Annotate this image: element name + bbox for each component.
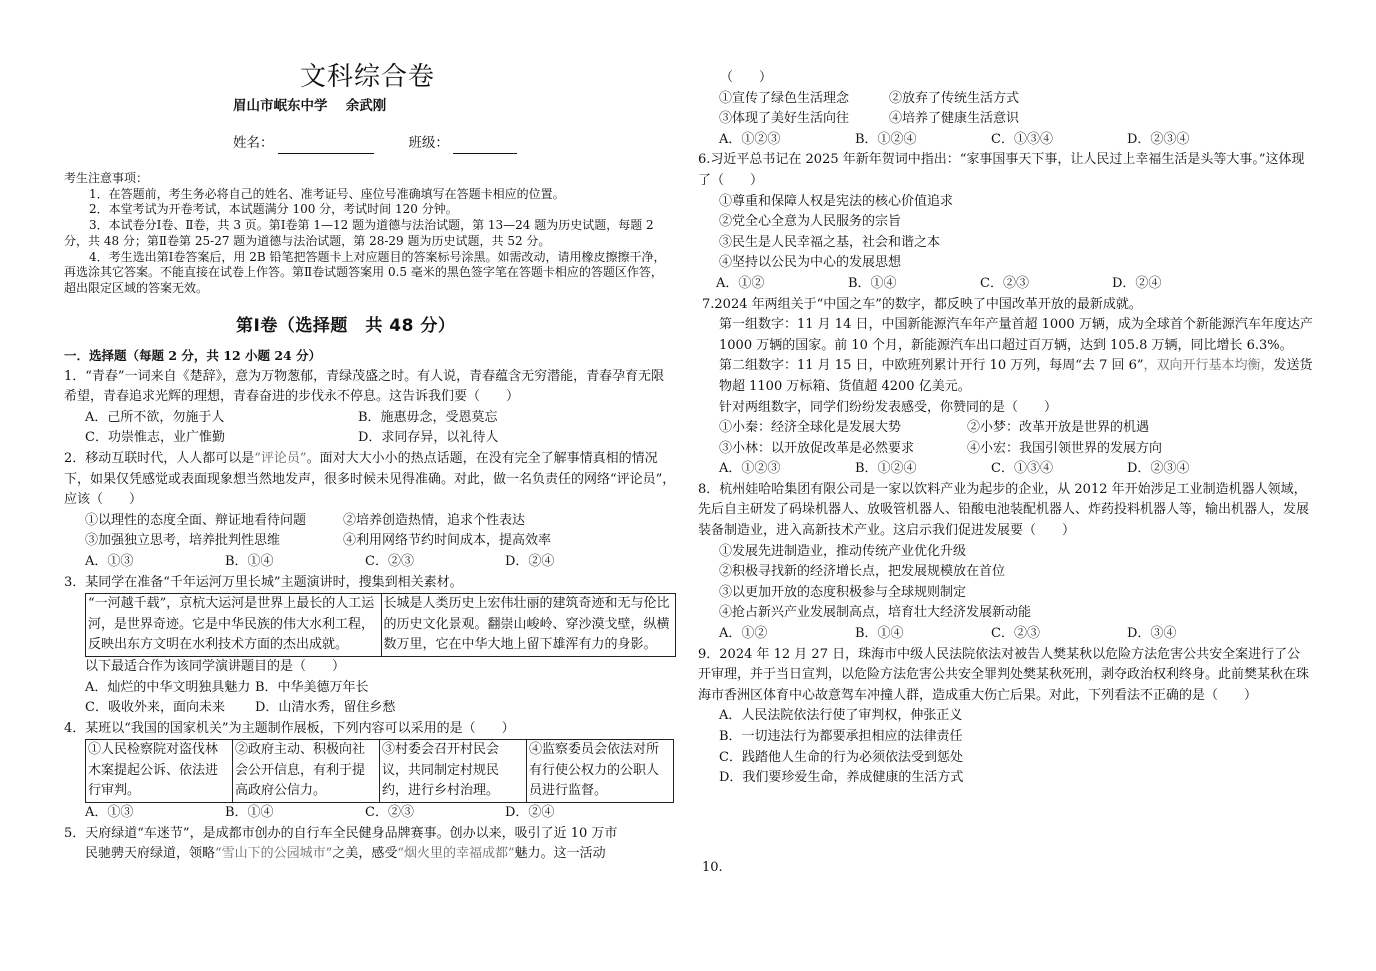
q6-statement-2: ②党全心全意为人民服务的宗旨 bbox=[719, 214, 902, 230]
q1-option-c[interactable]: C．功崇惟志，业广惟勤 bbox=[85, 430, 225, 446]
page-title: 文科综合卷 bbox=[300, 62, 436, 92]
q2-statement-3: ③加强独立思考，培养批判性思维 bbox=[85, 533, 281, 549]
q5-statement-4: ④培养了健康生活意识 bbox=[889, 111, 1020, 127]
right-column bbox=[698, 68, 1313, 789]
q2-option-c[interactable]: C．②③ bbox=[365, 553, 414, 569]
q3-question: 以下最适合作为该同学演讲题目的是（ ） bbox=[85, 658, 346, 674]
q4-card-3: ③村委会召开村民会议，共同制定村规民约，进行乡村治理。 bbox=[380, 740, 527, 803]
q5-statement-3: ③体现了美好生活向往 bbox=[719, 111, 850, 127]
q4-option-a[interactable]: A．①③ bbox=[85, 805, 134, 821]
q6-option-d[interactable]: D．②④ bbox=[1112, 275, 1162, 291]
q6-option-c[interactable]: C．②③ bbox=[980, 275, 1029, 291]
q5-line-2: 民驰骋天府绿道，领略“雪山下的公园城市”之美，感受“烟火里的幸福成都”魅力。这一活动 bbox=[85, 846, 606, 862]
q10-number: 10. bbox=[702, 860, 723, 875]
q1-stem: 1．“青春”一词来自《楚辞》，意为万物葱郁，青绿茂盛之时。有人说，青春蕴含无穷潜能，青春孕育无限希望，青春追求光辉的理想，青春奋进的步伐永不停息。这告诉我们要（ ） bbox=[64, 368, 665, 405]
q8-statement-3: ③以更加开放的态度积极参与全球规则制定 bbox=[719, 584, 967, 600]
q7-statement-3: ③小林：以开放促改革是必然要求 bbox=[719, 440, 915, 456]
q4-option-c[interactable]: C．②③ bbox=[365, 805, 414, 821]
q7-group-1: 第一组数字：11 月 14 日，中国新能源汽车年产量首超 1000 万辆，成为全球首个新能源汽车年度达产 1000 万辆的国家。前 10 个月，新能源汽车出口超过百万辆，达到 105.8 万辆，同比增长 6.3%。 bbox=[719, 317, 1313, 353]
q4-card-2: ②政府主动、积极向社会公开信息，有利于提高政府公信力。 bbox=[233, 740, 380, 803]
q8-option-b[interactable]: B．①④ bbox=[855, 626, 904, 642]
q3-option-d[interactable]: D．山清水秀，留住乡愁 bbox=[255, 700, 396, 716]
q8-stem: 8．杭州娃哈哈集团有限公司是一家以饮料产业为起步的企业，从 2012 年开始涉足工业制造机器人领域，先后自主研发了码垛机器人、放吸管机器人、铅酸电池装配机器人、炸药投料机器人等，输出机器人，发展装备制造业，进入高新技术产业。这启示我们促进发展要（ ） bbox=[698, 481, 1310, 539]
q6-statement-3: ③民生是人民幸福之基，社会和谐之本 bbox=[719, 234, 941, 250]
q2-stem: 2．移动互联时代，人人都可以是“评论员”。面对大大小小的热点话题，在没有完全了解事情真相的情况下，如果仅凭感觉或表面现象想当然地发声，很多时候未见得准确。对此，做一名负责任的网络“评论员”，应该（ ） bbox=[64, 450, 676, 508]
q4-material-table bbox=[85, 739, 674, 803]
q6-statement-4: ④坚持以公民为中心的发展思想 bbox=[719, 255, 902, 271]
q2-option-d[interactable]: D．②④ bbox=[505, 553, 555, 569]
q5-option-c[interactable]: C．①③④ bbox=[991, 131, 1053, 147]
question-7 bbox=[698, 295, 1313, 480]
q8-option-d[interactable]: D．③④ bbox=[1127, 626, 1177, 642]
q8-option-a[interactable]: A．①② bbox=[719, 626, 768, 642]
q4-stem: 4．某班以“我国的国家机关”为主题制作展板，下列内容可以采用的是（ ） bbox=[64, 720, 515, 736]
q2-statement-4: ④利用网络节约时间成本，提高效率 bbox=[343, 533, 552, 549]
left-column bbox=[64, 346, 676, 865]
q4-option-b[interactable]: B．①④ bbox=[225, 805, 274, 821]
q9-option-c[interactable]: C．践踏他人生命的行为必须依法受到惩处 bbox=[719, 749, 963, 765]
notice-item: 1．在答题前，考生务必将自己的姓名、准考证号、座位号准确填写在答题卡相应的位置。 bbox=[89, 186, 565, 201]
name-field[interactable] bbox=[278, 137, 374, 154]
q5-option-b[interactable]: B．①②④ bbox=[855, 131, 917, 147]
q8-option-c[interactable]: C．②③ bbox=[991, 626, 1040, 642]
q7-stem: 7.2024 年两组关于“中国之车”的数字，都反映了中国改革开放的最新成就。 bbox=[702, 296, 1142, 312]
notice-item: 3．本试卷分Ⅰ卷、Ⅱ卷，共 3 页。第Ⅰ卷第 1—12 题为道德与法治试题，第 13—24 题为历史试题，每题 2 分，共 48 分；第Ⅱ卷第 25-27 题为道德与法治试题，第 28-29 题为历史试题，共 52 分。 bbox=[64, 218, 654, 248]
q9-option-a[interactable]: A．人民法院依法行使了审判权，伸张正义 bbox=[719, 708, 963, 724]
section-title: 第Ⅰ卷（选择题 共 48 分） bbox=[236, 316, 456, 336]
q2-statement-1: ①以理性的态度全面、辩证地看待问题 bbox=[85, 512, 307, 528]
q7-option-c[interactable]: C．①③④ bbox=[991, 461, 1053, 477]
question-9 bbox=[698, 645, 1313, 789]
q2-option-b[interactable]: B．①④ bbox=[225, 553, 274, 569]
q3-option-c[interactable]: C．吸收外来，面向未来 bbox=[85, 700, 225, 716]
q6-stem: 6.习近平总书记在 2025 年新年贺词中指出：“家事国事天下事，让人民过上幸福生活是头等大事。”这体现了（ ） bbox=[698, 152, 1305, 188]
q4-card-4: ④监察委员会依法对所有行使公权力的公职人员进行监督。 bbox=[527, 740, 674, 803]
question-6 bbox=[698, 150, 1313, 294]
q5-statement-1: ①宣传了绿色生活理念 bbox=[719, 90, 850, 106]
q7-statement-4: ④小宏：我国引领世界的发展方向 bbox=[967, 440, 1163, 456]
q6-option-a[interactable]: A．①② bbox=[716, 275, 765, 291]
q3-material-canal: “一河越千载”，京杭大运河是世界上最长的人工运河，是世界奇迹。它是中华民族的伟大水利工程，反映出东方文明在水利技术方面的杰出成就。 bbox=[86, 594, 382, 657]
q4-card-1: ①人民检察院对盗伐林木案提起公诉、依法进行审判。 bbox=[86, 740, 233, 803]
q8-statement-2: ②积极寻找新的经济增长点，把发展规模放在首位 bbox=[719, 564, 1006, 580]
q5-option-d[interactable]: D．②③④ bbox=[1127, 131, 1190, 147]
notice-heading: 考生注意事项： bbox=[64, 171, 149, 185]
q7-statement-2: ②小梦：改革开放是世界的机遇 bbox=[967, 420, 1150, 436]
q8-statement-1: ①发展先进制造业，推动传统产业优化升级 bbox=[719, 543, 967, 559]
q7-group-2: 第二组数字：11 月 15 日，中欧班列累计开行 10 万列，每周“去 7 回 6”，双向开行基本均衡，发送货物超 1100 万标箱、货值超 4200 亿美元。 bbox=[719, 358, 1313, 394]
question-8 bbox=[698, 480, 1313, 645]
question-4 bbox=[64, 719, 676, 824]
notice-item: 4．考生选出第Ⅰ卷答案后，用 2B 铅笔把答题卡上对应题目的答案标号涂黑。如需改动，请用橡皮擦擦干净，再选涂其它答案。不能直接在试卷上作答。第Ⅱ卷试题答案用 0.5 毫米的黑色签字笔在答题卡相应的答题区作答，超出限定区域的答案无效。 bbox=[64, 249, 666, 295]
q3-option-a[interactable]: A．灿烂的中华文明独具魅力 bbox=[85, 679, 251, 695]
q1-option-b[interactable]: B．施惠毋念，受恩莫忘 bbox=[358, 409, 498, 425]
author-line: 眉山市岷东中学 余武刚 bbox=[233, 98, 387, 114]
class-label: 班级： bbox=[408, 135, 449, 151]
q2-option-a[interactable]: A．①③ bbox=[85, 553, 134, 569]
notice-item: 2．本堂考试为开卷考试，本试题满分 100 分，考试时间 120 分钟。 bbox=[89, 202, 458, 217]
question-1 bbox=[64, 367, 676, 449]
part-heading: 一．选择题（每题 2 分，共 12 小题 24 分） bbox=[64, 348, 322, 363]
q5-option-a[interactable]: A．①②③ bbox=[719, 131, 781, 147]
q2-statement-2: ②培养创造热情，追求个性表达 bbox=[343, 512, 526, 528]
q9-stem: 9．2024 年 12 月 27 日，珠海市中级人民法院依法对被告人樊某秋以危险方法危害公共安全案进行了公开审理，并于当日宣判，以危险方法危害公共安全罪判处樊某秋死刑，剥夺政治权利终身。此前樊某秋在珠海市香洲区体育中心故意驾车冲撞人群，造成重大伤亡后果。对此，下列看法不正确的是（ ） bbox=[698, 646, 1310, 703]
name-class-row bbox=[233, 133, 517, 154]
q9-option-d[interactable]: D．我们要珍爱生命，养成健康的生活方式 bbox=[719, 770, 964, 786]
q7-option-b[interactable]: B．①②④ bbox=[855, 461, 917, 477]
class-field[interactable] bbox=[453, 137, 517, 154]
q6-statement-1: ①尊重和保障人权是宪法的核心价值追求 bbox=[719, 193, 954, 209]
q3-material-wall: 长城是人类历史上宏伟壮丽的建筑奇迹和无与伦比的历史文化景观。翻崇山峻岭、穿沙漠戈壁，纵横数万里，它在中华大地上留下雄浑有力的身影。 bbox=[381, 594, 676, 657]
q7-statement-1: ①小秦：经济全球化是发展大势 bbox=[719, 420, 902, 436]
q9-option-b[interactable]: B．一切违法行为都要承担相应的法律责任 bbox=[719, 729, 963, 744]
q3-stem: 3．某同学在准备“千年运河万里长城”主题演讲时，搜集到相关素材。 bbox=[64, 574, 463, 590]
question-5-start bbox=[64, 824, 676, 865]
q1-option-a[interactable]: A．己所不欲，勿施于人 bbox=[85, 409, 225, 425]
question-3 bbox=[64, 573, 676, 719]
q8-statement-4: ④抢占新兴产业发展制高点，培育壮大经济发展新动能 bbox=[719, 605, 1032, 621]
question-2 bbox=[64, 449, 676, 573]
q7-option-d[interactable]: D．②③④ bbox=[1127, 461, 1190, 477]
q1-option-d[interactable]: D．求同存异，以礼待人 bbox=[358, 430, 499, 446]
q6-option-b[interactable]: B．①④ bbox=[848, 275, 897, 291]
question-5-end bbox=[698, 68, 1313, 150]
q5-line-1: 5．天府绿道“车迷节”，是成都市创办的自行车全民健身品牌赛事。创办以来，吸引了近 10 万市 bbox=[64, 825, 618, 841]
q5-answer-paren: （ ） bbox=[720, 70, 773, 85]
q5-statement-2: ②放弃了传统生活方式 bbox=[889, 90, 1020, 106]
name-label: 姓名： bbox=[233, 135, 274, 151]
q4-option-d[interactable]: D．②④ bbox=[505, 805, 555, 821]
notice-block bbox=[64, 171, 674, 297]
q3-option-b[interactable]: B．中华美德万年长 bbox=[255, 679, 369, 695]
q3-material-table bbox=[85, 593, 676, 657]
q7-option-a[interactable]: A．①②③ bbox=[719, 461, 781, 477]
q7-ask: 针对两组数字，同学们纷纷发表感受，你赞同的是（ ） bbox=[719, 399, 1058, 415]
